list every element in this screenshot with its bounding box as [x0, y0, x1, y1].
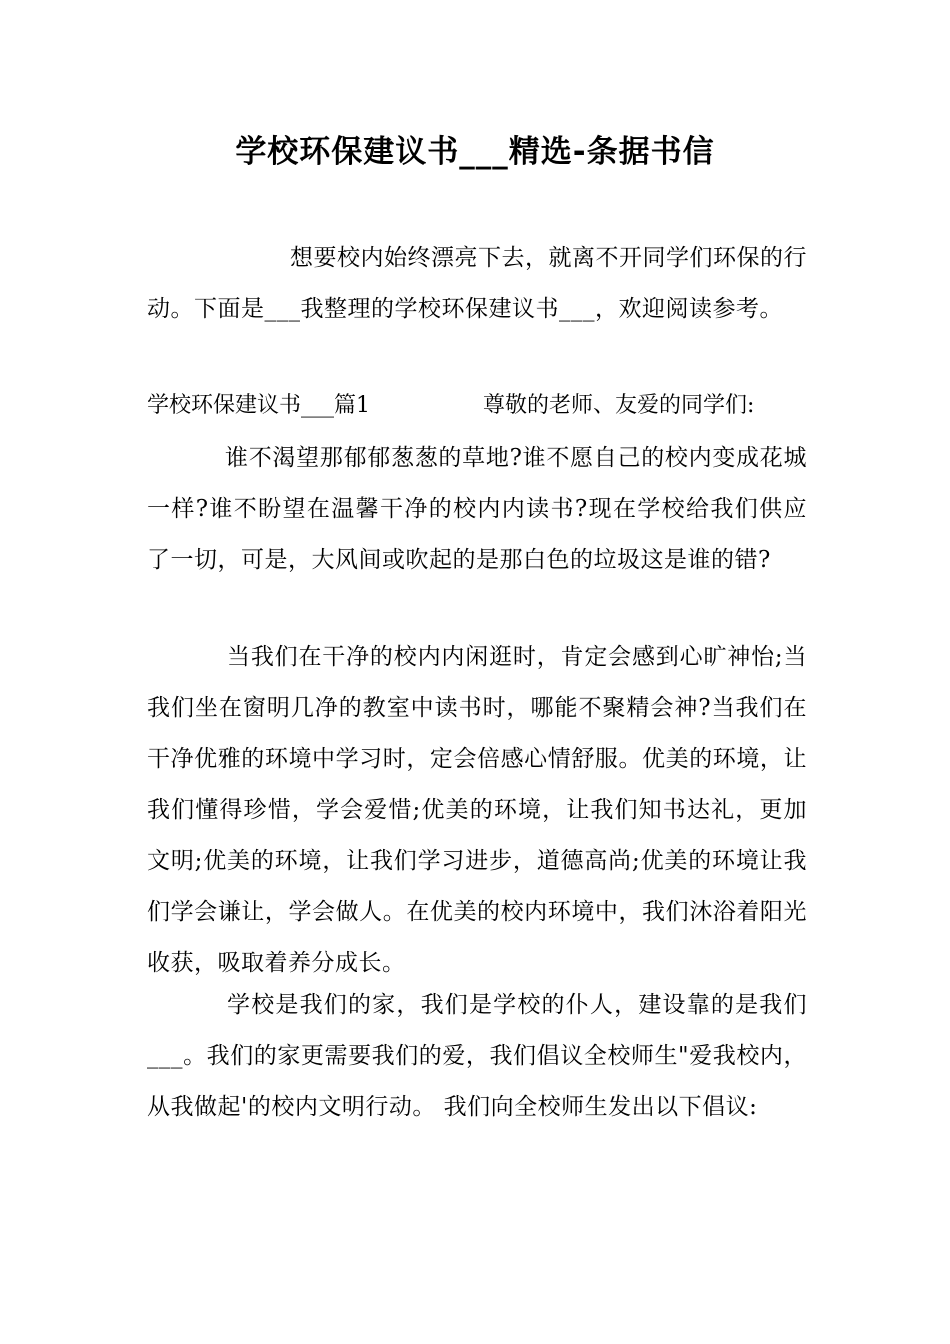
document-title: 学校环保建议书___精选-条据书信	[235, 134, 715, 170]
paragraph-1-text: 谁不渴望那郁郁葱葱的草地?谁不愿自己的校内变成花城一样?谁不盼望在温馨干净的校内内读书?现在学校给我们供应了一切，可是，大风间或吹起的是那白色的垃圾这是谁的错?	[147, 445, 807, 573]
paragraph-1	[147, 433, 807, 586]
paragraph-2-text: 当我们在干净的校内内闲逛时，肯定会感到心旷神怡;当我们坐在窗明几净的教室中读书时，哪能不聚精会神?当我们在干净优雅的环境中学习时，定会倍感心情舒服。优美的环境，让我们懂得珍惜，学会爱惜;优美的环境，让我们知书达礼，更加文明;优美的环境，让我们学习进步，道德高尚;优美的环境让我们学会谦让，学会做人。在优美的校内环境中，我们沐浴着阳光收获，吸取着养分成长。	[147, 644, 807, 976]
intro-text: 想要校内始终漂亮下去，就离不开同学们环保的行动。下面是___我整理的学校环保建议书___，欢迎阅读参考。	[147, 245, 807, 322]
salutation: 尊敬的老师、友爱的同学们:	[483, 393, 755, 418]
section-heading-line	[147, 386, 807, 426]
paragraph-2	[147, 632, 807, 989]
paragraph-3	[147, 980, 807, 1133]
intro-paragraph	[147, 233, 807, 335]
paragraph-3-text: 学校是我们的家，我们是学校的仆人，建设靠的是我们___。我们的家更需要我们的爱，我们倡议全校师生"爱我校内，从我做起'的校内文明行动。 我们向全校师生发出以下倡议:	[147, 992, 807, 1120]
section-heading: 学校环保建议书___篇1	[147, 393, 370, 418]
